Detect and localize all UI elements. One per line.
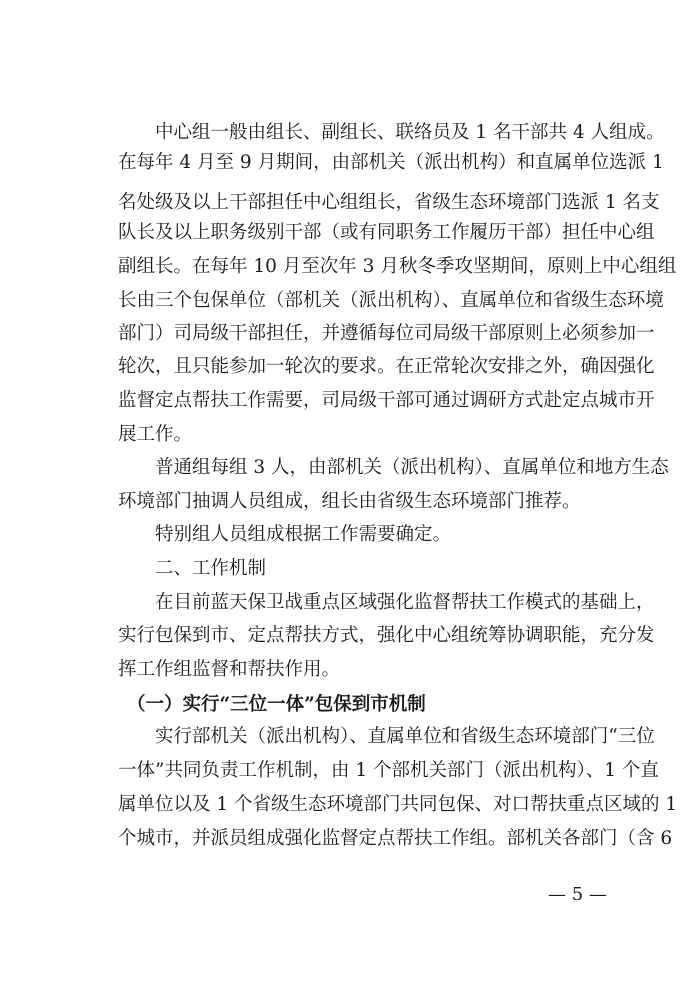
page-number: — 5 — xyxy=(548,884,607,905)
body-text-line: 实行部机关（派出机构）、直属单位和省级生态环境部门“三位 xyxy=(155,726,655,747)
body-text-line: 属单位以及 1 个省级生态环境部门共同包保、对口帮扶重点区域的 1 xyxy=(118,794,678,815)
body-text-line: 中心组一般由组长、副组长、联络员及 1 名干部共 4 人组成。 xyxy=(155,122,665,143)
body-text-line: 监督定点帮扶工作需要，司局级干部可通过调研方式赴定点城市开 xyxy=(118,390,655,411)
body-text-line: 名处级及以上干部担任中心组组长，省级生态环境部门选派 1 名支 xyxy=(118,192,660,213)
body-text-line: 个城市，并派员组成强化监督定点帮扶工作组。部机关各部门（含 6 xyxy=(118,828,673,849)
body-text-line: 长由三个包保单位（部机关（派出机构）、直属单位和省级生态环境 xyxy=(118,290,664,311)
body-text-line: 特别组人员组成根据工作需要确定。 xyxy=(155,524,452,545)
body-text-line: 在目前蓝天保卫战重点区域强化监督帮扶工作模式的基础上， xyxy=(155,592,655,613)
body-text-line: 轮次，且只能参加一轮次的要求。在正常轮次安排之外，确因强化 xyxy=(118,356,655,377)
body-text-line: 部门）司局级干部担任，并遵循每位司局级干部原则上必须参加一 xyxy=(118,323,655,344)
subsection-heading: （一）实行“三位一体”包保到市机制 xyxy=(127,694,426,715)
body-text-line: 副组长。在每年 10 月至次年 3 月秋冬季攻坚期间，原则上中心组组 xyxy=(118,256,677,277)
body-text-line: 普通组每组 3 人，由部机关（派出机构）、直属单位和地方生态 xyxy=(155,457,669,478)
body-text-line: 环境部门抽调人员组成，组长由省级生态环境部门推荐。 xyxy=(118,491,581,512)
body-text-line: 挥工作组监督和帮扶作用。 xyxy=(118,659,341,680)
body-text-line: 一体”共同负责工作机制，由 1 个部机关部门（派出机构）、1 个直 xyxy=(118,760,659,781)
body-text-line: 实行包保到市、定点帮扶方式，强化中心组统筹协调职能，充分发 xyxy=(118,625,655,646)
body-text-line: 展工作。 xyxy=(118,424,193,445)
body-text-line: 队长及以上职务级别干部（或有同职务工作履历干部）担任中心组 xyxy=(118,222,655,243)
body-text-line: 在每年 4 月至 9 月期间，由部机关（派出机构）和直属单位选派 1 xyxy=(118,152,664,173)
section-heading: 二、工作机制 xyxy=(155,558,267,579)
